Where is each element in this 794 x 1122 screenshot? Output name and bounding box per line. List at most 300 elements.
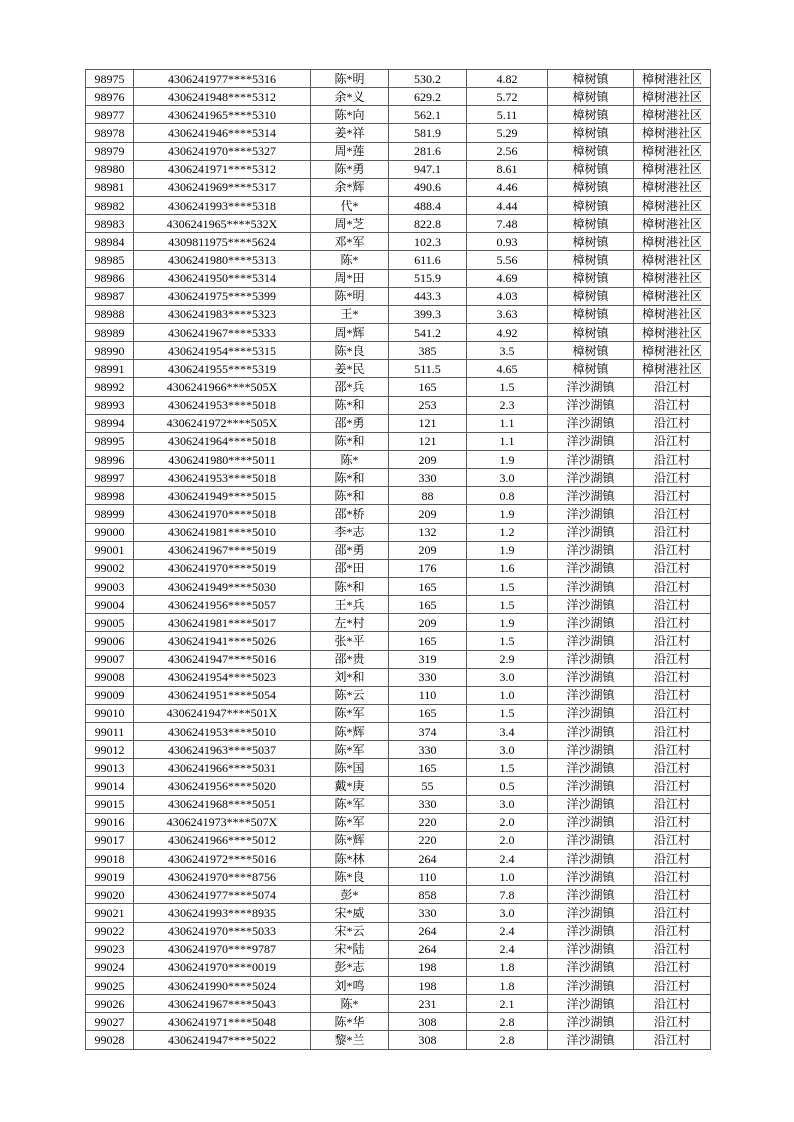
- village-cell: 沿江村: [634, 813, 711, 831]
- person-name-cell: 姜*民: [311, 360, 389, 378]
- person-name-cell: 陈*向: [311, 106, 389, 124]
- beneficiary-table: [85, 69, 711, 1050]
- town-cell: 洋沙湖镇: [548, 632, 634, 650]
- table-row: [86, 1013, 711, 1031]
- village-cell: 沿江村: [634, 850, 711, 868]
- serial-number-cell: 99020: [86, 886, 134, 904]
- person-name-cell: 陈*国: [311, 759, 389, 777]
- serial-number-cell: 99000: [86, 523, 134, 541]
- serial-number-cell: 99014: [86, 777, 134, 795]
- percentage-cell: 5.72: [467, 88, 548, 106]
- person-name-cell: 张*平: [311, 632, 389, 650]
- percentage-cell: 7.48: [467, 215, 548, 233]
- amount-cell: 443.3: [389, 287, 467, 305]
- amount-cell: 132: [389, 523, 467, 541]
- table-row: [86, 668, 711, 686]
- village-cell: 沿江村: [634, 723, 711, 741]
- serial-number-cell: 98990: [86, 342, 134, 360]
- person-name-cell: 陈*辉: [311, 723, 389, 741]
- table-row: [86, 323, 711, 341]
- id-card-number-cell: 4306241968****5051: [134, 795, 311, 813]
- id-card-number-cell: 4306241956****5057: [134, 596, 311, 614]
- percentage-cell: 3.4: [467, 723, 548, 741]
- town-cell: 洋沙湖镇: [548, 958, 634, 976]
- percentage-cell: 2.0: [467, 813, 548, 831]
- table-row: [86, 70, 711, 88]
- id-card-number-cell: 4306241953****5018: [134, 469, 311, 487]
- amount-cell: 264: [389, 850, 467, 868]
- serial-number-cell: 98986: [86, 269, 134, 287]
- person-name-cell: 陈*军: [311, 704, 389, 722]
- id-card-number-cell: 4306241966****505X: [134, 378, 311, 396]
- village-cell: 沿江村: [634, 487, 711, 505]
- id-card-number-cell: 4306241964****5018: [134, 432, 311, 450]
- id-card-number-cell: 4306241972****5016: [134, 850, 311, 868]
- serial-number-cell: 99013: [86, 759, 134, 777]
- table-row: [86, 541, 711, 559]
- table-row: [86, 650, 711, 668]
- id-card-number-cell: 4306241949****5015: [134, 487, 311, 505]
- percentage-cell: 7.8: [467, 886, 548, 904]
- percentage-cell: 4.03: [467, 287, 548, 305]
- percentage-cell: 4.82: [467, 70, 548, 88]
- table-row: [86, 287, 711, 305]
- amount-cell: 947.1: [389, 160, 467, 178]
- percentage-cell: 2.8: [467, 1013, 548, 1031]
- village-cell: 沿江村: [634, 759, 711, 777]
- person-name-cell: 邵*勇: [311, 541, 389, 559]
- person-name-cell: 陈*辉: [311, 831, 389, 849]
- percentage-cell: 1.0: [467, 686, 548, 704]
- town-cell: 樟树镇: [548, 142, 634, 160]
- amount-cell: 530.2: [389, 70, 467, 88]
- amount-cell: 611.6: [389, 251, 467, 269]
- amount-cell: 264: [389, 940, 467, 958]
- id-card-number-cell: 4306241980****5011: [134, 450, 311, 468]
- id-card-number-cell: 4306241965****5310: [134, 106, 311, 124]
- village-cell: 沿江村: [634, 450, 711, 468]
- table-row: [86, 142, 711, 160]
- person-name-cell: 陈*: [311, 450, 389, 468]
- amount-cell: 308: [389, 1031, 467, 1049]
- id-card-number-cell: 4306241971****5312: [134, 160, 311, 178]
- person-name-cell: 余*义: [311, 88, 389, 106]
- village-cell: 沿江村: [634, 469, 711, 487]
- serial-number-cell: 99021: [86, 904, 134, 922]
- percentage-cell: 3.0: [467, 904, 548, 922]
- table-row: [86, 940, 711, 958]
- percentage-cell: 3.0: [467, 668, 548, 686]
- village-cell: 樟树港社区: [634, 251, 711, 269]
- id-card-number-cell: 4306241967****5043: [134, 995, 311, 1013]
- person-name-cell: 陈*林: [311, 850, 389, 868]
- village-cell: 沿江村: [634, 523, 711, 541]
- town-cell: 洋沙湖镇: [548, 614, 634, 632]
- amount-cell: 165: [389, 704, 467, 722]
- town-cell: 洋沙湖镇: [548, 777, 634, 795]
- id-card-number-cell: 4306241981****5010: [134, 523, 311, 541]
- amount-cell: 220: [389, 831, 467, 849]
- village-cell: 沿江村: [634, 1031, 711, 1049]
- amount-cell: 165: [389, 596, 467, 614]
- person-name-cell: 邵*贵: [311, 650, 389, 668]
- amount-cell: 264: [389, 922, 467, 940]
- percentage-cell: 1.5: [467, 632, 548, 650]
- village-cell: 沿江村: [634, 614, 711, 632]
- id-card-number-cell: 4306241953****5018: [134, 396, 311, 414]
- village-cell: 樟树港社区: [634, 269, 711, 287]
- town-cell: 樟树镇: [548, 269, 634, 287]
- percentage-cell: 8.61: [467, 160, 548, 178]
- percentage-cell: 0.5: [467, 777, 548, 795]
- town-cell: 樟树镇: [548, 106, 634, 124]
- id-card-number-cell: 4306241956****5020: [134, 777, 311, 795]
- serial-number-cell: 99025: [86, 977, 134, 995]
- person-name-cell: 左*村: [311, 614, 389, 632]
- person-name-cell: 陈*良: [311, 342, 389, 360]
- id-card-number-cell: 4306241993****5318: [134, 196, 311, 214]
- village-cell: 沿江村: [634, 795, 711, 813]
- town-cell: 洋沙湖镇: [548, 487, 634, 505]
- village-cell: 樟树港社区: [634, 160, 711, 178]
- amount-cell: 330: [389, 469, 467, 487]
- table-row: [86, 178, 711, 196]
- table-row: [86, 215, 711, 233]
- percentage-cell: 4.65: [467, 360, 548, 378]
- table-row: [86, 233, 711, 251]
- village-cell: 沿江村: [634, 686, 711, 704]
- table-row: [86, 759, 711, 777]
- amount-cell: 490.6: [389, 178, 467, 196]
- town-cell: 洋沙湖镇: [548, 650, 634, 668]
- serial-number-cell: 99001: [86, 541, 134, 559]
- amount-cell: 253: [389, 396, 467, 414]
- percentage-cell: 1.5: [467, 596, 548, 614]
- serial-number-cell: 99004: [86, 596, 134, 614]
- table-row: [86, 378, 711, 396]
- id-card-number-cell: 4306241983****5323: [134, 305, 311, 323]
- amount-cell: 858: [389, 886, 467, 904]
- amount-cell: 374: [389, 723, 467, 741]
- village-cell: 沿江村: [634, 886, 711, 904]
- village-cell: 樟树港社区: [634, 196, 711, 214]
- percentage-cell: 2.4: [467, 940, 548, 958]
- town-cell: 洋沙湖镇: [548, 523, 634, 541]
- village-cell: 沿江村: [634, 958, 711, 976]
- id-card-number-cell: 4306241970****5327: [134, 142, 311, 160]
- town-cell: 洋沙湖镇: [548, 378, 634, 396]
- village-cell: 沿江村: [634, 868, 711, 886]
- amount-cell: 330: [389, 795, 467, 813]
- town-cell: 洋沙湖镇: [548, 813, 634, 831]
- town-cell: 洋沙湖镇: [548, 559, 634, 577]
- serial-number-cell: 99006: [86, 632, 134, 650]
- person-name-cell: 陈*和: [311, 469, 389, 487]
- town-cell: 洋沙湖镇: [548, 723, 634, 741]
- village-cell: 沿江村: [634, 1013, 711, 1031]
- id-card-number-cell: 4306241980****5313: [134, 251, 311, 269]
- serial-number-cell: 99005: [86, 614, 134, 632]
- serial-number-cell: 98992: [86, 378, 134, 396]
- town-cell: 樟树镇: [548, 342, 634, 360]
- table-row: [86, 342, 711, 360]
- serial-number-cell: 99002: [86, 559, 134, 577]
- id-card-number-cell: 4306241993****8935: [134, 904, 311, 922]
- person-name-cell: 代*: [311, 196, 389, 214]
- table-row: [86, 795, 711, 813]
- village-cell: 沿江村: [634, 632, 711, 650]
- amount-cell: 581.9: [389, 124, 467, 142]
- amount-cell: 385: [389, 342, 467, 360]
- village-cell: 沿江村: [634, 777, 711, 795]
- percentage-cell: 1.2: [467, 523, 548, 541]
- amount-cell: 330: [389, 904, 467, 922]
- percentage-cell: 1.8: [467, 977, 548, 995]
- town-cell: 洋沙湖镇: [548, 977, 634, 995]
- id-card-number-cell: 4306241946****5314: [134, 124, 311, 142]
- table-row: [86, 850, 711, 868]
- person-name-cell: 姜*祥: [311, 124, 389, 142]
- serial-number-cell: 98979: [86, 142, 134, 160]
- serial-number-cell: 98983: [86, 215, 134, 233]
- town-cell: 洋沙湖镇: [548, 596, 634, 614]
- id-card-number-cell: 4306241971****5048: [134, 1013, 311, 1031]
- amount-cell: 55: [389, 777, 467, 795]
- serial-number-cell: 99024: [86, 958, 134, 976]
- serial-number-cell: 98982: [86, 196, 134, 214]
- town-cell: 洋沙湖镇: [548, 704, 634, 722]
- person-name-cell: 陈*: [311, 995, 389, 1013]
- table-row: [86, 813, 711, 831]
- table-body: [86, 70, 711, 1050]
- percentage-cell: 2.4: [467, 850, 548, 868]
- id-card-number-cell: 4306241967****5333: [134, 323, 311, 341]
- table-row: [86, 995, 711, 1013]
- person-name-cell: 余*辉: [311, 178, 389, 196]
- amount-cell: 110: [389, 686, 467, 704]
- amount-cell: 176: [389, 559, 467, 577]
- town-cell: 洋沙湖镇: [548, 995, 634, 1013]
- amount-cell: 308: [389, 1013, 467, 1031]
- town-cell: 樟树镇: [548, 233, 634, 251]
- village-cell: 沿江村: [634, 505, 711, 523]
- amount-cell: 165: [389, 378, 467, 396]
- village-cell: 樟树港社区: [634, 305, 711, 323]
- person-name-cell: 彭*: [311, 886, 389, 904]
- village-cell: 樟树港社区: [634, 178, 711, 196]
- person-name-cell: 陈*和: [311, 432, 389, 450]
- amount-cell: 165: [389, 759, 467, 777]
- person-name-cell: 陈*军: [311, 813, 389, 831]
- percentage-cell: 0.8: [467, 487, 548, 505]
- serial-number-cell: 99017: [86, 831, 134, 849]
- amount-cell: 165: [389, 577, 467, 595]
- table-row: [86, 886, 711, 904]
- id-card-number-cell: 4306241977****5316: [134, 70, 311, 88]
- percentage-cell: 1.0: [467, 868, 548, 886]
- serial-number-cell: 98991: [86, 360, 134, 378]
- person-name-cell: 陈*良: [311, 868, 389, 886]
- town-cell: 洋沙湖镇: [548, 850, 634, 868]
- serial-number-cell: 98995: [86, 432, 134, 450]
- town-cell: 洋沙湖镇: [548, 940, 634, 958]
- percentage-cell: 1.9: [467, 505, 548, 523]
- id-card-number-cell: 4306241951****5054: [134, 686, 311, 704]
- amount-cell: 121: [389, 432, 467, 450]
- table-row: [86, 922, 711, 940]
- person-name-cell: 黎*兰: [311, 1031, 389, 1049]
- serial-number-cell: 99019: [86, 868, 134, 886]
- amount-cell: 281.6: [389, 142, 467, 160]
- table-row: [86, 432, 711, 450]
- id-card-number-cell: 4306241950****5314: [134, 269, 311, 287]
- town-cell: 樟树镇: [548, 178, 634, 196]
- village-cell: 沿江村: [634, 596, 711, 614]
- serial-number-cell: 99027: [86, 1013, 134, 1031]
- percentage-cell: 2.0: [467, 831, 548, 849]
- person-name-cell: 陈*军: [311, 741, 389, 759]
- village-cell: 沿江村: [634, 922, 711, 940]
- town-cell: 洋沙湖镇: [548, 741, 634, 759]
- person-name-cell: 邵*田: [311, 559, 389, 577]
- id-card-number-cell: 4306241954****5315: [134, 342, 311, 360]
- percentage-cell: 4.46: [467, 178, 548, 196]
- table-row: [86, 305, 711, 323]
- person-name-cell: 宋*威: [311, 904, 389, 922]
- village-cell: 沿江村: [634, 432, 711, 450]
- amount-cell: 562.1: [389, 106, 467, 124]
- town-cell: 洋沙湖镇: [548, 414, 634, 432]
- table-row: [86, 831, 711, 849]
- serial-number-cell: 98977: [86, 106, 134, 124]
- table-row: [86, 124, 711, 142]
- table-row: [86, 977, 711, 995]
- person-name-cell: 周*莲: [311, 142, 389, 160]
- percentage-cell: 3.5: [467, 342, 548, 360]
- table-row: [86, 160, 711, 178]
- village-cell: 樟树港社区: [634, 106, 711, 124]
- person-name-cell: 周*田: [311, 269, 389, 287]
- table-row: [86, 360, 711, 378]
- village-cell: 沿江村: [634, 396, 711, 414]
- person-name-cell: 陈*云: [311, 686, 389, 704]
- amount-cell: 209: [389, 505, 467, 523]
- village-cell: 樟树港社区: [634, 124, 711, 142]
- person-name-cell: 李*志: [311, 523, 389, 541]
- person-name-cell: 邵*桥: [311, 505, 389, 523]
- village-cell: 沿江村: [634, 831, 711, 849]
- amount-cell: 121: [389, 414, 467, 432]
- person-name-cell: 邓*军: [311, 233, 389, 251]
- percentage-cell: 0.93: [467, 233, 548, 251]
- village-cell: 沿江村: [634, 741, 711, 759]
- id-card-number-cell: 4306241953****5010: [134, 723, 311, 741]
- percentage-cell: 1.5: [467, 704, 548, 722]
- town-cell: 洋沙湖镇: [548, 577, 634, 595]
- village-cell: 沿江村: [634, 414, 711, 432]
- amount-cell: 209: [389, 614, 467, 632]
- id-card-number-cell: 4306241955****5319: [134, 360, 311, 378]
- percentage-cell: 4.69: [467, 269, 548, 287]
- percentage-cell: 3.0: [467, 795, 548, 813]
- serial-number-cell: 99015: [86, 795, 134, 813]
- amount-cell: 198: [389, 958, 467, 976]
- table-row: [86, 196, 711, 214]
- serial-number-cell: 98980: [86, 160, 134, 178]
- table-row: [86, 1031, 711, 1049]
- town-cell: 樟树镇: [548, 287, 634, 305]
- village-cell: 樟树港社区: [634, 360, 711, 378]
- id-card-number-cell: 4306241947****5016: [134, 650, 311, 668]
- serial-number-cell: 98994: [86, 414, 134, 432]
- person-name-cell: 陈*: [311, 251, 389, 269]
- person-name-cell: 王*: [311, 305, 389, 323]
- person-name-cell: 陈*明: [311, 287, 389, 305]
- percentage-cell: 3.0: [467, 741, 548, 759]
- serial-number-cell: 98981: [86, 178, 134, 196]
- person-name-cell: 周*辉: [311, 323, 389, 341]
- village-cell: 沿江村: [634, 940, 711, 958]
- serial-number-cell: 98984: [86, 233, 134, 251]
- village-cell: 沿江村: [634, 650, 711, 668]
- amount-cell: 488.4: [389, 196, 467, 214]
- percentage-cell: 4.92: [467, 323, 548, 341]
- town-cell: 樟树镇: [548, 160, 634, 178]
- percentage-cell: 5.29: [467, 124, 548, 142]
- id-card-number-cell: 4306241970****8756: [134, 868, 311, 886]
- amount-cell: 330: [389, 741, 467, 759]
- village-cell: 樟树港社区: [634, 88, 711, 106]
- id-card-number-cell: 4306241990****5024: [134, 977, 311, 995]
- town-cell: 洋沙湖镇: [548, 432, 634, 450]
- id-card-number-cell: 4309811975****5624: [134, 233, 311, 251]
- serial-number-cell: 98996: [86, 450, 134, 468]
- table-row: [86, 904, 711, 922]
- person-name-cell: 陈*和: [311, 396, 389, 414]
- table-row: [86, 559, 711, 577]
- village-cell: 沿江村: [634, 995, 711, 1013]
- village-cell: 沿江村: [634, 977, 711, 995]
- percentage-cell: 5.56: [467, 251, 548, 269]
- town-cell: 洋沙湖镇: [548, 904, 634, 922]
- amount-cell: 330: [389, 668, 467, 686]
- percentage-cell: 2.56: [467, 142, 548, 160]
- person-name-cell: 戴*庚: [311, 777, 389, 795]
- serial-number-cell: 99016: [86, 813, 134, 831]
- town-cell: 洋沙湖镇: [548, 469, 634, 487]
- id-card-number-cell: 4306241973****507X: [134, 813, 311, 831]
- town-cell: 樟树镇: [548, 323, 634, 341]
- id-card-number-cell: 4306241949****5030: [134, 577, 311, 595]
- amount-cell: 319: [389, 650, 467, 668]
- amount-cell: 165: [389, 632, 467, 650]
- percentage-cell: 3.0: [467, 469, 548, 487]
- amount-cell: 515.9: [389, 269, 467, 287]
- person-name-cell: 周*芝: [311, 215, 389, 233]
- percentage-cell: 4.44: [467, 196, 548, 214]
- town-cell: 洋沙湖镇: [548, 868, 634, 886]
- id-card-number-cell: 4306241966****5012: [134, 831, 311, 849]
- table-row: [86, 777, 711, 795]
- amount-cell: 88: [389, 487, 467, 505]
- id-card-number-cell: 4306241977****5074: [134, 886, 311, 904]
- id-card-number-cell: 4306241941****5026: [134, 632, 311, 650]
- table-row: [86, 469, 711, 487]
- village-cell: 沿江村: [634, 541, 711, 559]
- id-card-number-cell: 4306241970****5018: [134, 505, 311, 523]
- town-cell: 樟树镇: [548, 215, 634, 233]
- amount-cell: 102.3: [389, 233, 467, 251]
